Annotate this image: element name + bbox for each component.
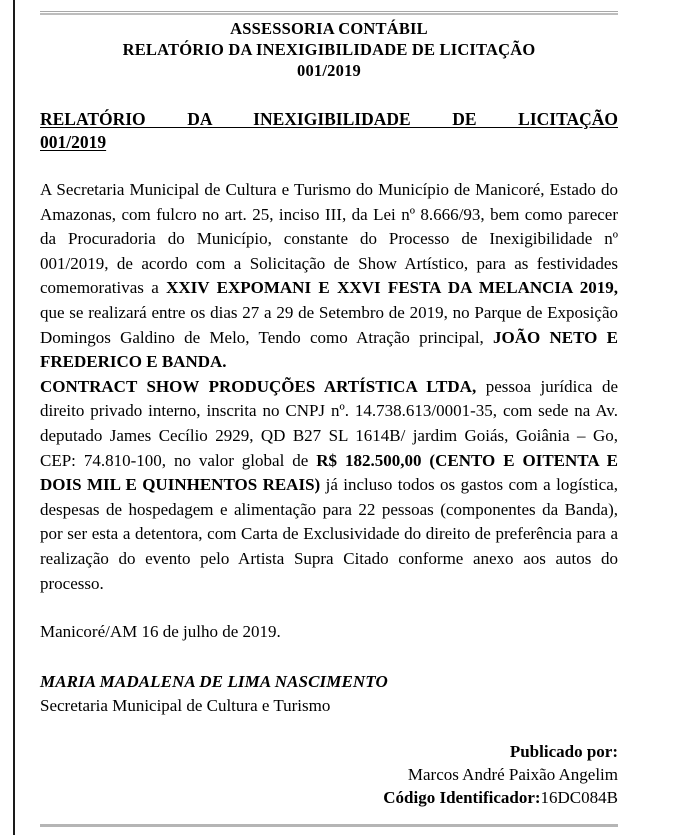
- paragraph-1-text-part-2: que se realizará entre os dias 27 a 29 de Setembro de 2019, no Parque de Exposição Domingos Galdino de Melo, Tendo como Atração principal,: [40, 302, 618, 347]
- paragraph-2-text-part-1: pessoa jurídica de direito privado interno, inscrita no CNPJ nº. 14.738.613/0001-35, com sede na Av. deputado James Cecílio 2929, QD B27 SL 1614B/ jardim Goiás, Goiânia – Go, CEP: 74.810-100, no valor global de: [40, 376, 618, 470]
- published-by-label: Publicado por:: [509, 741, 618, 761]
- header-line-report-number: 001/2019: [297, 61, 361, 80]
- paragraph-2-company-name: CONTRACT SHOW PRODUÇÕES ARTÍSTICA LTDA,: [40, 376, 477, 396]
- document-header: [40, 18, 618, 81]
- paragraph-2-text-part-2: já incluso todos os gastos com a logística, despesas de hospedagem e alimentação para 22 pessoas (componentes da Banda), por ser esta a detentora, com Carta de Exclusividade do direito de preferência para a realização do evento pelo Artista Supra Citado conforme anexo aos autos do processo.: [40, 475, 618, 593]
- publisher-name: Marcos André Paixão Angelim: [407, 764, 618, 784]
- identifier-label: Código Identificador:: [383, 787, 541, 807]
- paragraph-2-contract-value: R$ 182.500,00 (CENTO E OITENTA E DOIS MIL E QUINHENTOS REAIS): [40, 450, 618, 495]
- section-title-line-1: RELATÓRIO DA INEXIGIBILIDADE DE LICITAÇÃO: [40, 109, 618, 129]
- document-body: [40, 178, 618, 596]
- paragraph-1-event-name: XXIV EXPOMANI E XXVI FESTA DA MELANCIA 2019,: [166, 278, 618, 298]
- body-paragraph-2: [40, 375, 618, 596]
- signatory-name: MARIA MADALENA DE LIMA NASCIMENTO: [40, 671, 388, 691]
- signature-block: [40, 670, 618, 718]
- section-title-line-2: 001/2019: [40, 132, 107, 152]
- body-paragraph-1: [40, 178, 618, 375]
- identifier-line: [40, 786, 618, 809]
- header-line-report-title: RELATÓRIO DA INEXIGIBILIDADE DE LICITAÇÃO: [122, 40, 536, 59]
- signatory-role: Secretaria Municipal de Cultura e Turismo: [40, 695, 331, 715]
- document-content: [40, 18, 618, 809]
- publication-footer: [40, 740, 618, 809]
- page-bottom-divider-rule: [40, 824, 618, 827]
- place-and-date: Manicoré/AM 16 de julho de 2019.: [40, 622, 281, 642]
- header-line-agency: ASSESSORIA CONTÁBIL: [230, 19, 428, 38]
- paragraph-1-main-attraction: JOÃO NETO E FREDERICO E BANDA.: [40, 327, 618, 372]
- page-left-border-rule: [13, 0, 15, 835]
- page-top-divider-rule: [40, 11, 618, 15]
- paragraph-1-text-part-1: A Secretaria Municipal de Cultura e Turismo do Município de Manicoré, Estado do Amazonas, com fulcro no art. 25, inciso III, da Lei nº 8.666/93, bem como parecer da Procuradoria do Município, constante do Processo de Inexigibilidade nº 001/2019, de acordo com a Solicitação de Show Artístico, para as festividades comemorativas a: [40, 180, 618, 298]
- identifier-value: 16DC084B: [540, 787, 618, 807]
- section-title: [40, 108, 618, 154]
